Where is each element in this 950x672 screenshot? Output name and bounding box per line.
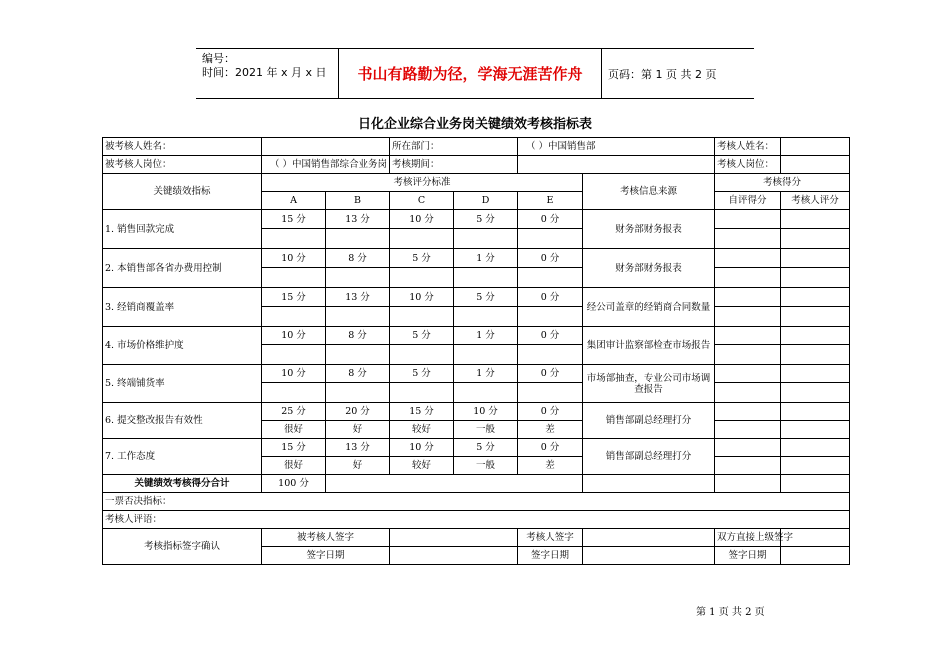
department-label: 所在部门：: [390, 138, 518, 156]
kpi-name: 3. 经销商覆盖率: [103, 288, 262, 327]
examiner-score-cell[interactable]: [781, 421, 850, 439]
self-score-cell[interactable]: [715, 249, 781, 268]
kpi-row: [103, 288, 850, 307]
grade-label: 差: [518, 457, 583, 475]
info-source: 财务部财务报表: [583, 210, 715, 249]
grade-label: 较好: [390, 421, 454, 439]
post-value: （ ）中国销售部综合业务岗: [262, 156, 390, 174]
examiner-date-label: 签字日期: [518, 547, 583, 565]
grade-label: [326, 229, 390, 249]
grade-score: 13 分: [326, 288, 390, 307]
self-score-cell[interactable]: [715, 229, 781, 249]
grade-score: 13 分: [326, 210, 390, 229]
grade-score: 8 分: [326, 365, 390, 383]
grade-score: 5 分: [390, 327, 454, 345]
superior-date-field[interactable]: [781, 547, 850, 565]
grade-score: 5 分: [390, 365, 454, 383]
info-row-1: [103, 138, 850, 156]
grade-label: [326, 268, 390, 288]
grade-label: [390, 268, 454, 288]
grade-label: [390, 229, 454, 249]
period-label: 考核期间：: [390, 156, 518, 174]
grade-label: [390, 383, 454, 403]
examiner-score-cell[interactable]: [781, 268, 850, 288]
examiner-score-cell[interactable]: [781, 403, 850, 421]
grade-label: [518, 345, 583, 365]
kpi-name: 4. 市场价格维护度: [103, 327, 262, 365]
examiner-post-field[interactable]: [781, 156, 850, 174]
examiner-score-cell[interactable]: [781, 345, 850, 365]
comment-row: [103, 511, 850, 529]
page-title: 日化企业综合业务岗关键绩效考核指标表: [357, 117, 592, 132]
grade-label: [454, 383, 518, 403]
kpi-name: 1. 销售回款完成: [103, 210, 262, 249]
grade-score: 0 分: [518, 403, 583, 421]
examiner-sign-label: 考核人签字: [518, 529, 583, 547]
grade-score: 15 分: [262, 210, 326, 229]
comment-label[interactable]: 考核人评语：: [103, 511, 850, 529]
info-source: 市场部抽查，专业公司市场调查报告: [583, 365, 715, 403]
kpi-row: [103, 210, 850, 229]
grade-label: [262, 383, 326, 403]
grade-c-header: C: [390, 192, 454, 210]
veto-row: [103, 493, 850, 511]
examinee-sign-label: 被考核人签字: [262, 529, 390, 547]
grade-label: [262, 229, 326, 249]
number-label: 编号：: [202, 52, 235, 65]
info-source: 财务部财务报表: [583, 249, 715, 288]
department-value: （ ）中国销售部: [518, 138, 715, 156]
examiner-score-header: 考核人评分: [781, 192, 850, 210]
grade-score: 15 分: [262, 288, 326, 307]
grade-score: 10 分: [262, 365, 326, 383]
grade-score: 0 分: [518, 288, 583, 307]
grade-label: 很好: [262, 457, 326, 475]
examinee-name-label: 被考核人姓名：: [103, 138, 262, 156]
self-score-cell[interactable]: [715, 403, 781, 421]
grade-label: 很好: [262, 421, 326, 439]
examinee-name-field[interactable]: [262, 138, 390, 156]
info-source: 销售部副总经理打分: [583, 403, 715, 439]
grade-label: [454, 268, 518, 288]
total-label: 关键绩效考核得分合计: [103, 475, 262, 493]
grade-score: 10 分: [454, 403, 518, 421]
self-score-cell[interactable]: [715, 210, 781, 229]
self-score-cell[interactable]: [715, 268, 781, 288]
grade-label: 一般: [454, 421, 518, 439]
grade-a-header: A: [262, 192, 326, 210]
self-score-cell[interactable]: [715, 288, 781, 307]
info-source: 销售部副总经理打分: [583, 439, 715, 475]
examiner-score-cell[interactable]: [781, 249, 850, 268]
self-score-cell[interactable]: [715, 345, 781, 365]
grade-score: 0 分: [518, 365, 583, 383]
self-score-cell[interactable]: [715, 383, 781, 403]
kpi-row: [103, 439, 850, 457]
total-row: [103, 475, 850, 493]
kpi-name: 6. 提交整改报告有效性: [103, 403, 262, 439]
grade-d-header: D: [454, 192, 518, 210]
grade-score: 20 分: [326, 403, 390, 421]
grade-label: [390, 307, 454, 327]
examinee-date-label: 签字日期: [262, 547, 390, 565]
kpi-table: [102, 137, 850, 565]
self-score-cell[interactable]: [715, 307, 781, 327]
total-self-score[interactable]: [715, 475, 781, 493]
total-value: 100 分: [262, 475, 326, 493]
grade-score: 10 分: [390, 210, 454, 229]
grade-label: [262, 268, 326, 288]
grade-b-header: B: [326, 192, 390, 210]
examiner-score-cell[interactable]: [781, 365, 850, 383]
kpi-row: [103, 327, 850, 345]
self-score-cell[interactable]: [715, 365, 781, 383]
info-source: 集团审计监察部检查市场报告: [583, 327, 715, 365]
kpi-row: [103, 403, 850, 421]
grade-score: 1 分: [454, 327, 518, 345]
total-examiner-score[interactable]: [781, 475, 850, 493]
grade-label: [326, 345, 390, 365]
grade-label: [262, 345, 326, 365]
kpi-header: 关键绩效指标: [103, 174, 262, 210]
document-header: [196, 48, 754, 99]
grade-label: [518, 307, 583, 327]
grade-score: 13 分: [326, 439, 390, 457]
grade-score: 10 分: [262, 249, 326, 268]
sign-row: [103, 529, 850, 547]
grade-label: [390, 345, 454, 365]
examiner-sign-field[interactable]: [583, 529, 715, 547]
grade-score: 10 分: [262, 327, 326, 345]
grade-score: 1 分: [454, 365, 518, 383]
standard-header: 考核评分标准: [262, 174, 583, 192]
grade-label: [326, 383, 390, 403]
grade-score: 0 分: [518, 327, 583, 345]
grade-score: 0 分: [518, 439, 583, 457]
examiner-date-field[interactable]: [583, 547, 715, 565]
grade-label: [518, 268, 583, 288]
examinee-post-label: 被考核人岗位：: [103, 156, 262, 174]
grade-score: 0 分: [518, 249, 583, 268]
grade-score: 5 分: [454, 210, 518, 229]
examinee-date-field[interactable]: [390, 547, 518, 565]
page-info: 页码：第 1 页 共 2 页: [608, 68, 717, 81]
grade-label: [326, 307, 390, 327]
motto: 书山有路勤为径，学海无涯苦作舟: [338, 49, 602, 98]
examiner-score-cell[interactable]: [781, 307, 850, 327]
examiner-name-label: 考核人姓名：: [715, 138, 781, 156]
column-header-row-1: [103, 174, 850, 192]
veto-label[interactable]: 一票否决指标：: [103, 493, 850, 511]
time-label: 时间：2021 年 x 月 x 日: [202, 66, 327, 79]
grade-label: [454, 229, 518, 249]
kpi-row: [103, 365, 850, 383]
period-field[interactable]: [518, 156, 715, 174]
info-row-2: [103, 156, 850, 174]
grade-score: 5 分: [454, 288, 518, 307]
page-footer: 第 1 页 共 2 页: [696, 607, 765, 618]
grade-label: 差: [518, 421, 583, 439]
self-score-cell[interactable]: [715, 421, 781, 439]
info-source: 经公司盖章的经销商合同数量: [583, 288, 715, 327]
grade-label: 好: [326, 457, 390, 475]
grade-label: [518, 229, 583, 249]
examiner-score-cell[interactable]: [781, 383, 850, 403]
grade-label: [262, 307, 326, 327]
examiner-score-cell[interactable]: [781, 439, 850, 457]
total-source: [583, 475, 715, 493]
grade-label: [454, 307, 518, 327]
self-score-cell[interactable]: [715, 439, 781, 457]
grade-score: 25 分: [262, 403, 326, 421]
self-score-header: 自评得分: [715, 192, 781, 210]
grade-score: 8 分: [326, 327, 390, 345]
grade-score: 1 分: [454, 249, 518, 268]
superior-date-label: 签字日期: [715, 547, 781, 565]
superior-sign-label: 双方直接上级签字: [715, 529, 781, 547]
grade-score: 8 分: [326, 249, 390, 268]
examiner-score-cell[interactable]: [781, 327, 850, 345]
grade-score: 10 分: [390, 288, 454, 307]
kpi-name: 7. 工作态度: [103, 439, 262, 475]
grade-score: 15 分: [390, 403, 454, 421]
sign-confirm-label: 考核指标签字确认: [103, 529, 262, 565]
score-header: 考核得分: [715, 174, 850, 192]
grade-label: 较好: [390, 457, 454, 475]
kpi-name: 5. 终端铺货率: [103, 365, 262, 403]
grade-e-header: E: [518, 192, 583, 210]
examinee-sign-field[interactable]: [390, 529, 518, 547]
self-score-cell[interactable]: [715, 327, 781, 345]
examiner-name-field[interactable]: [781, 138, 850, 156]
kpi-name: 2. 本销售部各省办费用控制: [103, 249, 262, 288]
grade-label: [518, 383, 583, 403]
source-header: 考核信息来源: [583, 174, 715, 210]
kpi-row: [103, 249, 850, 268]
examiner-score-cell[interactable]: [781, 210, 850, 229]
grade-score: 0 分: [518, 210, 583, 229]
examiner-score-cell[interactable]: [781, 457, 850, 475]
grade-score: 15 分: [262, 439, 326, 457]
grade-label: 好: [326, 421, 390, 439]
examiner-post-label: 考核人岗位：: [715, 156, 781, 174]
grade-label: 一般: [454, 457, 518, 475]
grade-score: 5 分: [454, 439, 518, 457]
examiner-score-cell[interactable]: [781, 229, 850, 249]
total-blank: [326, 475, 583, 493]
grade-label: [454, 345, 518, 365]
grade-score: 5 分: [390, 249, 454, 268]
grade-score: 10 分: [390, 439, 454, 457]
examiner-score-cell[interactable]: [781, 288, 850, 307]
self-score-cell[interactable]: [715, 457, 781, 475]
header-meta: [202, 52, 327, 80]
